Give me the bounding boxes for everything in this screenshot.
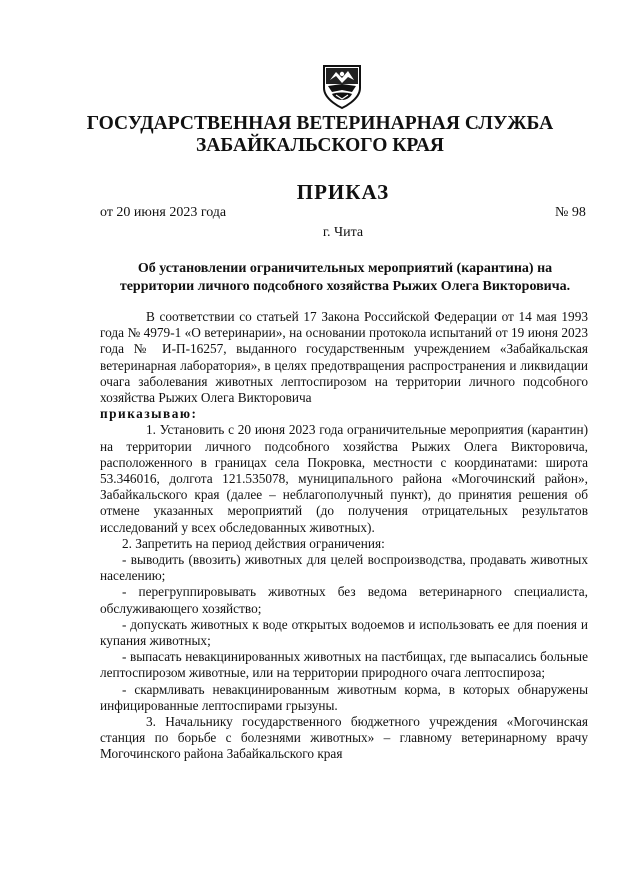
document-body	[100, 309, 588, 763]
document-type: ПРИКАЗ	[296, 180, 390, 204]
ban-item: - допускать животных к воде открытых водоемов и использовать ее для поения и купания животных;	[100, 616, 588, 649]
preamble-paragraph: В соответствии со статьей 17 Закона Российской Федерации от 14 мая 1993 года № 4979-1 «О ветеринарии», на основании протокола испытаний от 19 июня 2023 года № И-П-16257, выданного государственным учреждением «Забайкальская ветеринарная лаборатория», в целях предотвращения распространения и ликвидации очага заболевания животных лептоспирозом на территории личного подсобного хозяйства Рыжих Олега Викторовича	[100, 309, 588, 406]
ban-item: - выпасать невакцинированных животных на пастбищах, где выпасались больные лептоспирозом животные, или на территории природного очага лептоспироза;	[100, 649, 588, 681]
document-city: г. Чита	[322, 225, 364, 240]
organization-name-line2: ЗАБАЙКАЛЬСКОГО КРАЯ	[195, 135, 444, 156]
item-3-paragraph: 3. Начальнику государственного бюджетного учреждения «Могочинская станция по борьбе с болезнями животных» – главному ветеринарному врачу Могочинского района Забайкальского края	[100, 714, 588, 762]
item-1-paragraph: 1. Установить с 20 июня 2023 года ограничительные мероприятия (карантин) на территории личного подсобного хозяйства Рыжих Олега Викторовича, расположенного в границах села Покровка, местности с координатами: широта 53.346016, долгота 121.535078, муниципального района «Могочинский район», Забайкальского края (далее – неблагополучный пункт), до принятия решения об отмене указанных мероприятий (до получения отрицательных результатов исследований у всех обследованных животных).	[100, 422, 588, 535]
item-2-paragraph: 2. Запретить на период действия ограничения:	[122, 535, 385, 551]
ban-item: - скармливать невакцинированным животным корма, в которых обнаружены инфицированные лептоспирами грызуны.	[100, 681, 588, 713]
document-subject: Об установлении ограничительных мероприятий (карантина) на территории личного подсобного хозяйства Рыжих Олега Викторовича.	[119, 261, 571, 294]
organization-name-line1: ГОСУДАРСТВЕННАЯ ВЕТЕРИНАРНАЯ СЛУЖБА	[86, 113, 554, 134]
ban-item: - перегруппировывать животных без ведома ветеринарного специалиста, обслуживающего хозяйство;	[100, 584, 588, 616]
coat-of-arms-icon	[318, 62, 366, 110]
document-number: № 98	[555, 205, 586, 220]
ban-item: - выводить (ввозить) животных для целей воспроизводства, продавать животных населению;	[100, 552, 588, 584]
order-word: приказываю:	[100, 406, 198, 422]
document-date: от 20 июня 2023 года	[100, 205, 227, 220]
